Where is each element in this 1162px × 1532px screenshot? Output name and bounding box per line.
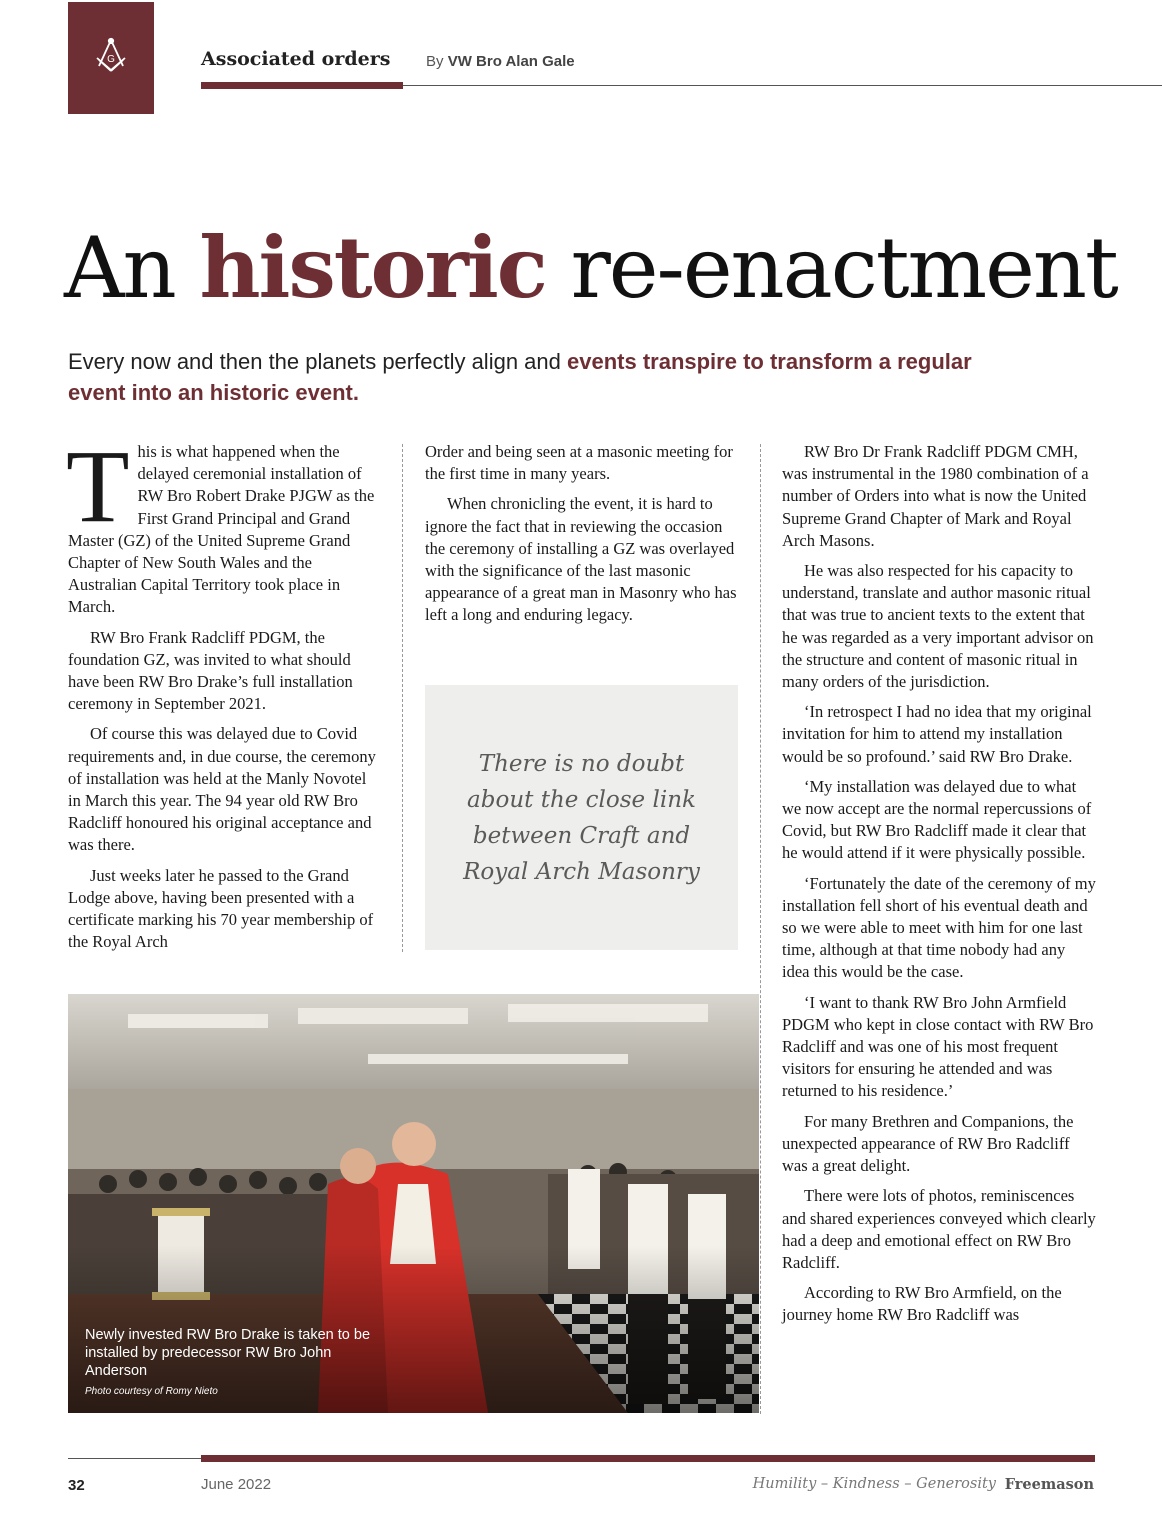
- paragraph-text: his is what happened when the delayed ceremonial installation of RW Bro Robert Drake PJGW as the First Grand Principal and Grand Master (GZ) of the United Supreme Grand Chapter of New South Wales and the Australian Capital Territory took place in March.: [68, 442, 375, 617]
- photo-caption: Newly invested RW Bro Drake is taken to be installed by predecessor RW Bro John Anderson: [85, 1327, 371, 1379]
- photo-credit: Photo courtesy of Romy Nieto: [85, 1386, 218, 1397]
- header-rule: [403, 85, 1162, 86]
- pull-quote-text: There is no doubt about the close link between Craft and Royal Arch Masonry: [463, 750, 700, 885]
- byline: [426, 53, 575, 70]
- svg-text:G: G: [107, 54, 115, 65]
- paragraph: ‘I want to thank RW Bro John Armfield PDGM who kept in close contact with RW Bro Radcliff and was one of his most frequent visitors for ensuring he attended and was returned to his residence.’: [782, 992, 1094, 1101]
- paragraph: Of course this was delayed due to Covid requirements and, in due course, the ceremony of installation was held at the Manly Novotel in March this year. The 94 year old RW Bro Radcliff honoured his original acceptance and was there.: [68, 724, 376, 855]
- drop-cap: T: [66, 429, 130, 544]
- paragraph: RW Bro Frank Radcliff PDGM, the foundation GZ, was invited to what should have been RW Bro Drake’s full installation ceremony in September 2021.: [68, 627, 353, 714]
- article-column-3: [782, 441, 1096, 1335]
- article-column-1: [66, 429, 380, 961]
- pull-quote: [425, 685, 738, 950]
- magazine-name: Freemason: [1004, 1476, 1094, 1493]
- column-divider: [760, 444, 761, 1414]
- paragraph: There were lots of photos, reminiscences and shared experiences conveyed which clearly had a deep and emotional effect on RW Bro Radcliff.: [782, 1186, 1096, 1272]
- issue-date: June 2022: [201, 1476, 272, 1493]
- paragraph: ‘My installation was delayed due to what we now accept are the normal repercussions of Covid, but RW Bro Radcliff made it clear that he would attend if it were physically possible.: [782, 776, 1092, 863]
- paragraph: ‘In retrospect I had no idea that my original invitation for him to attend my installation would be so profound.’ said RW Bro Drake.: [782, 702, 1092, 766]
- paragraph: When chronicling the event, it is hard to ignore the fact that in reviewing the occasion the ceremony of installing a GZ was overlayed with the significance of the last masonic appearance of a great man in Masonry who has left a long and enduring legacy.: [425, 494, 737, 625]
- paragraph: He was also respected for his capacity to understand, translate and author masonic ritual that was true to ancient texts to the extent that he was regarded as a very important advisor on the structure and content of masonic ritual in many orders of the jurisdiction.: [782, 561, 1094, 692]
- headline-highlight: historic: [199, 218, 546, 317]
- ceremony-photo: [68, 994, 759, 1413]
- header-rule-accent: [201, 82, 403, 89]
- standfirst-emphasis: events transpire to transform a regular event into an historic event.: [68, 349, 972, 405]
- paragraph: According to RW Bro Armfield, on the journey home RW Bro Radcliff was: [782, 1283, 1062, 1325]
- footer-rule-accent: [201, 1455, 1095, 1462]
- square-and-compasses-icon: [91, 36, 131, 80]
- byline-prefix: By: [426, 53, 444, 70]
- paragraph: Order and being seen at a masonic meeting for the first time in many years.: [425, 442, 733, 484]
- paragraph: ‘Fortunately the date of the ceremony of my installation fell short of his eventual death and so we were able to meet with him for one last time, although at that time nobody had any idea this would be the case.: [782, 873, 1096, 982]
- paragraph: RW Bro Dr Frank Radcliff PDGM CMH, was instrumental in the 1980 combination of a number of Orders into what is now the United Supreme Grand Chapter of Mark and Royal Arch Masons.: [782, 442, 1089, 550]
- footer-motto: Humility – Kindness – Generosity: [752, 1476, 996, 1492]
- footer-rule: [68, 1458, 201, 1459]
- article-column-2: [425, 441, 737, 635]
- paragraph: Just weeks later he passed to the Grand Lodge above, having been presented with a certificate marking his 70 year membership of the Royal Arch: [68, 865, 374, 952]
- section-title: Associated orders: [201, 48, 391, 70]
- headline-post: re-enactment: [545, 219, 1117, 317]
- paragraph: For many Brethren and Companions, the unexpected appearance of RW Bro Radcliff was a great delight.: [782, 1111, 1074, 1176]
- column-divider: [402, 444, 403, 952]
- headline: [64, 218, 1117, 317]
- headline-pre: An: [64, 219, 200, 317]
- byline-author: VW Bro Alan Gale: [447, 53, 575, 70]
- standfirst: [68, 346, 1028, 408]
- section-logo: [68, 2, 154, 114]
- page-number: 32: [68, 1477, 85, 1494]
- paragraph: [66, 429, 380, 619]
- standfirst-plain: Every now and then the planets perfectly align and: [68, 349, 567, 374]
